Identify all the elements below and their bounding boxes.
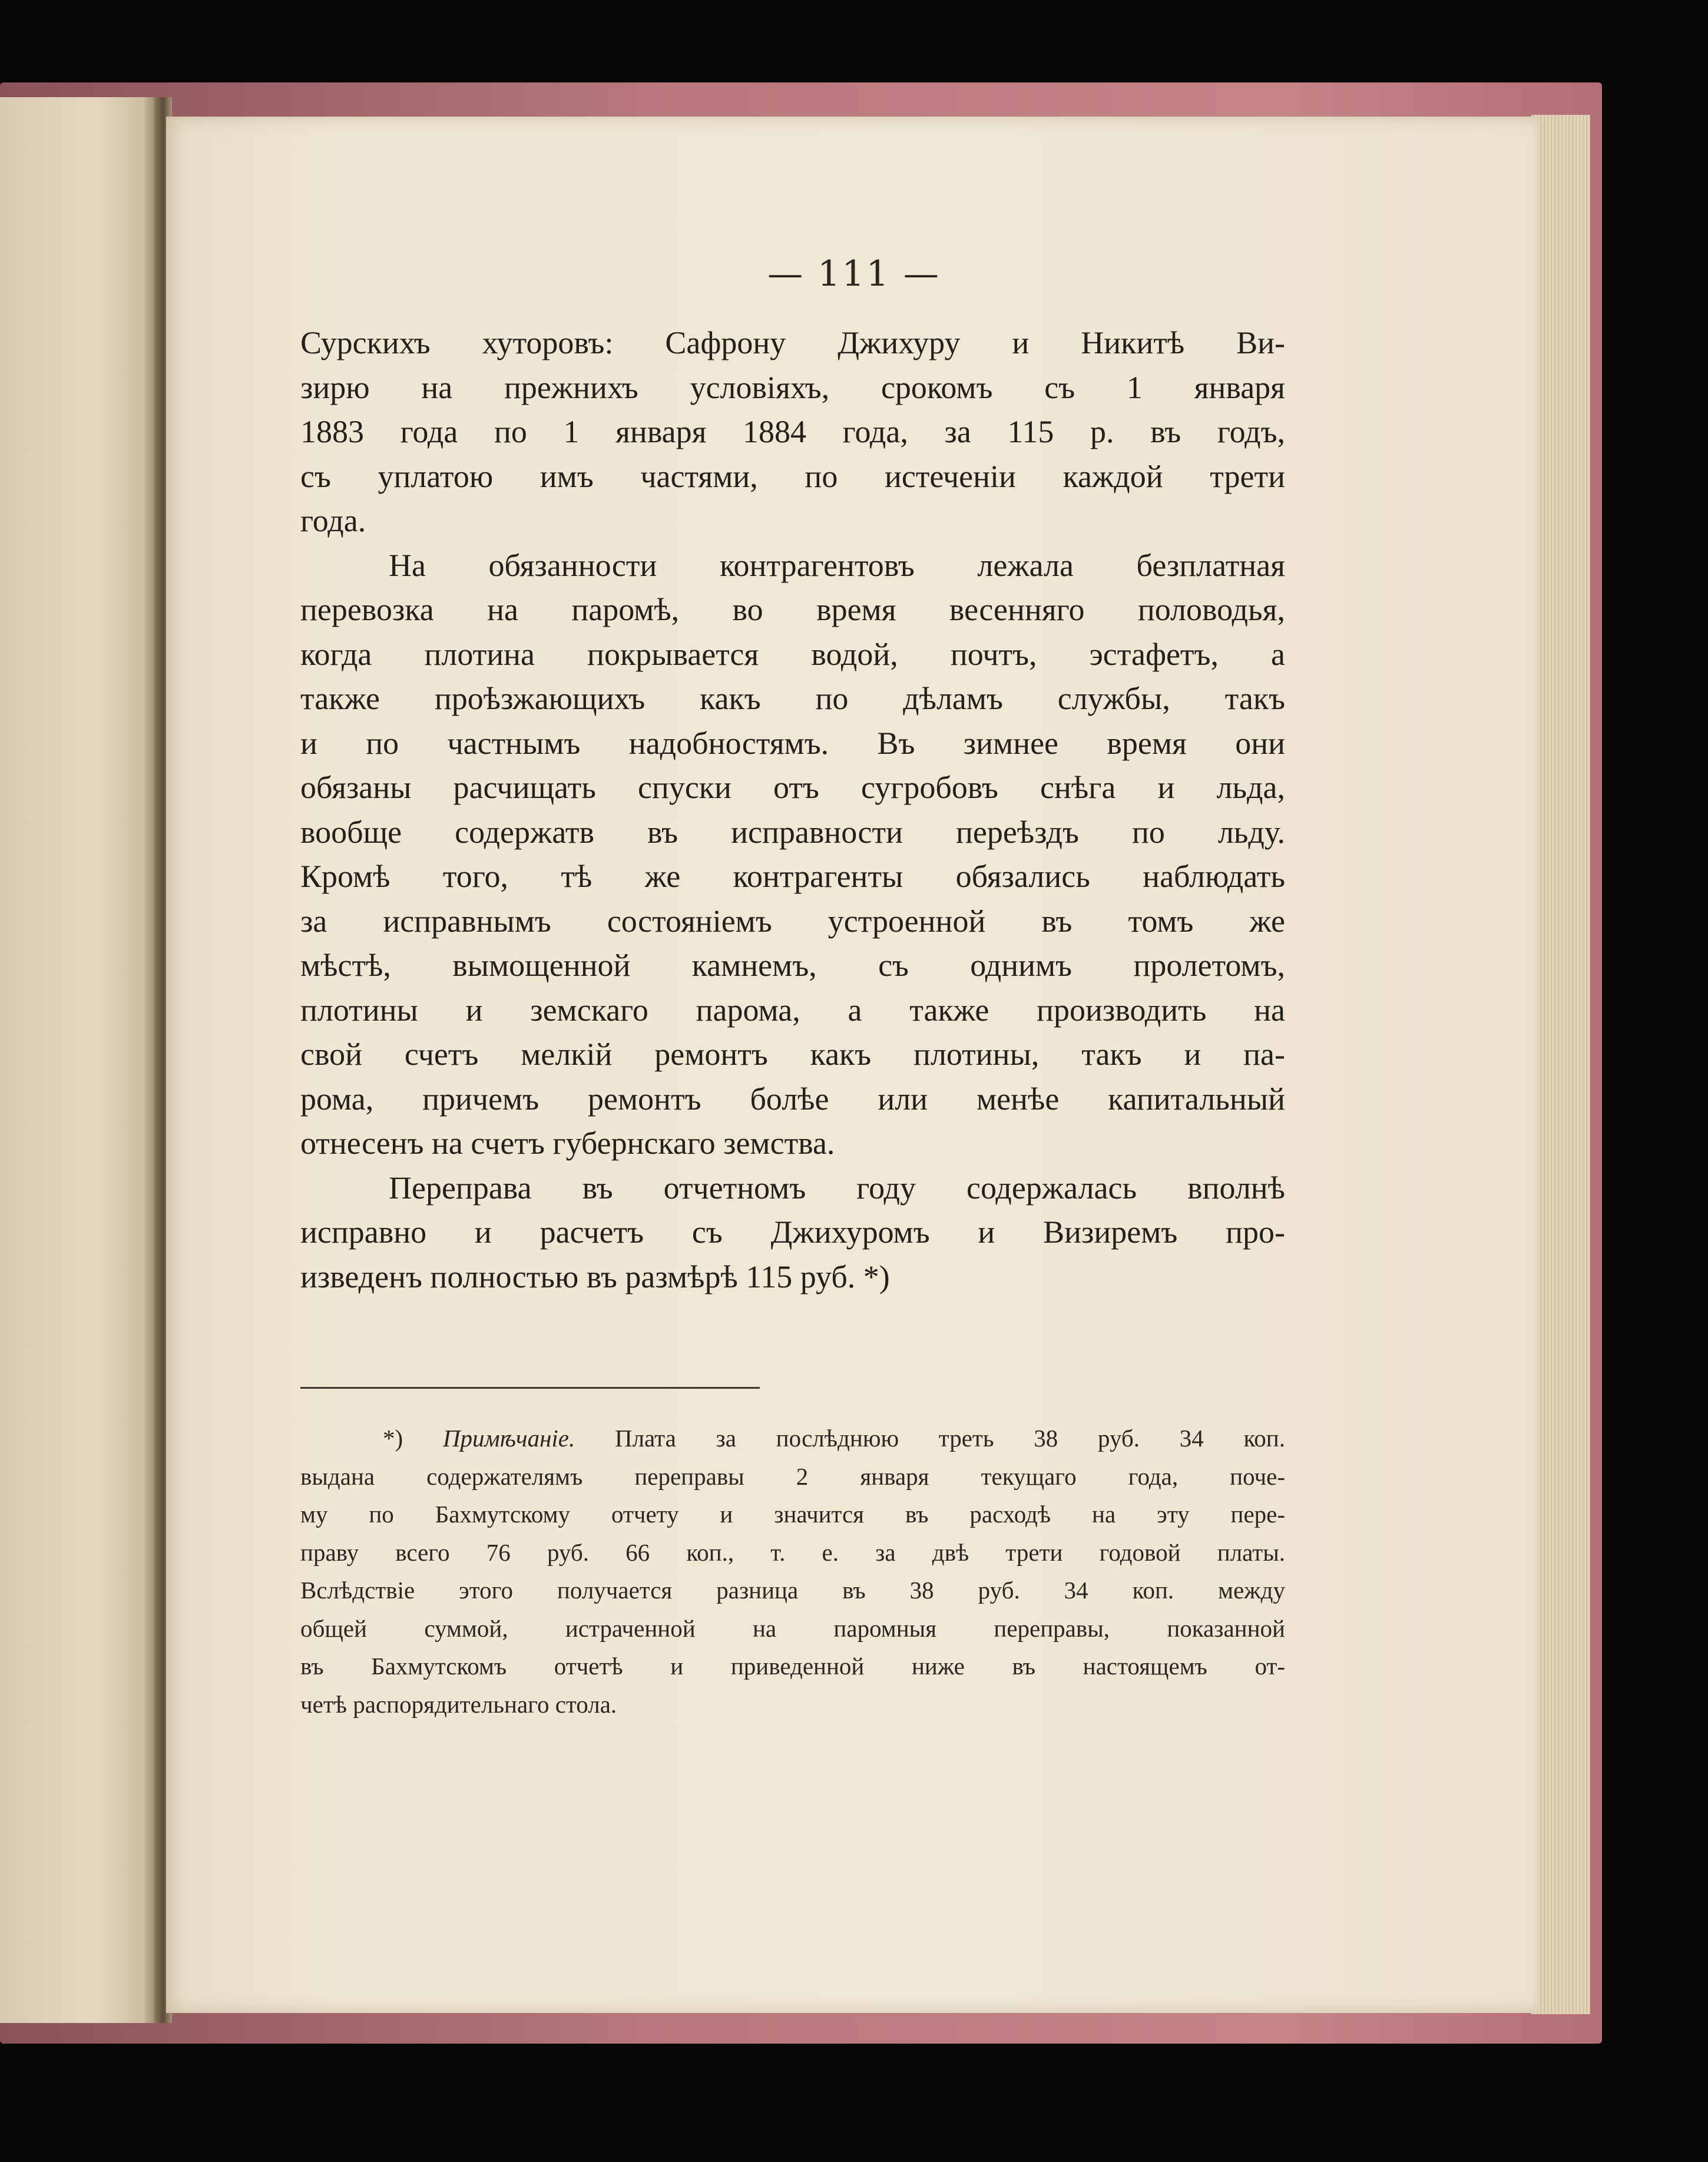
text-line: зирю на прежнихъ условіяхъ, срокомъ съ 1 января [300, 369, 1285, 405]
text-line: обязаны расчищать спуски отъ сугробовъ снѣга и льда, [300, 770, 1285, 805]
text-line: Кромѣ того, тѣ же контрагенты обязались наблюдать [300, 859, 1285, 894]
text-line: мѣстѣ, вымощенной камнемъ, съ однимъ пролетомъ, [300, 948, 1285, 983]
text-line: На обязанности контрагентовъ лежала безплатная [389, 547, 1285, 583]
text-line: плотины и земскаго парома, а также производить на [300, 992, 1285, 1028]
text-line: перевозка на паромѣ, во время весенняго половодья, [300, 592, 1285, 627]
text-line: 1883 года по 1 января 1884 года, за 115 р. въ годъ, [300, 414, 1285, 449]
text-line: рома, причемъ ремонтъ болѣе или менѣе капитальный [300, 1081, 1285, 1117]
text-line: съ уплатою имъ частями, по истеченіи каждой трети [300, 458, 1285, 494]
footnote-rule [300, 1387, 760, 1389]
footnote-line: му по Бахмутскому отчету и значится въ расходѣ на эту пере- [300, 1501, 1285, 1528]
footnote-label: Примѣчаніе. [442, 1425, 575, 1452]
page-number: — 111 — [767, 253, 941, 294]
text-line: Сурскихъ хуторовъ: Сафрону Джихуру и Никитѣ Ви- [300, 325, 1285, 360]
text-line: отнесенъ на счетъ губернскаго земства. [300, 1125, 835, 1161]
footnote-line: общей суммой, истраченной на паромныя переправы, показанной [300, 1614, 1285, 1642]
footnote-first-line: Плата за послѣднюю треть 38 руб. 34 коп. [575, 1425, 1286, 1452]
text-line: также проѣзжающихъ какъ по дѣламъ службы, такъ [300, 681, 1285, 716]
page-stack-edge [1531, 115, 1590, 2014]
text-line: Переправа въ отчетномъ году содержалась вполнѣ [389, 1170, 1285, 1206]
text-line: года. [300, 503, 366, 538]
text-line: исправно и расчетъ съ Джихуромъ и Визиремъ про- [300, 1214, 1285, 1250]
footnote-line: Вслѣдствіе этого получается разница въ 38 руб. 34 коп. между [300, 1577, 1285, 1604]
footnote-line: выдана содержателямъ переправы 2 января текущаго года, поче- [300, 1462, 1285, 1490]
text-line: когда плотина покрывается водой, почтъ, эстафетъ, а [300, 636, 1285, 672]
footnote [300, 1419, 1285, 1723]
text-line: изведенъ полностью въ размѣрѣ 115 руб. *) [300, 1259, 890, 1294]
footnote-line [300, 1419, 1285, 1458]
previous-page-edge [0, 97, 159, 2023]
footnote-line: праву всего 76 руб. 66 коп., т. е. за двѣ трети годовой платы. [300, 1538, 1285, 1566]
footnote-line: четѣ распорядительнаго стола. [300, 1690, 617, 1718]
text-line: вообще содержатв въ исправности переѣздъ по льду. [300, 814, 1285, 850]
body-text [300, 321, 1285, 1299]
text-line: и по частнымъ надобностямъ. Въ зимнее время они [300, 725, 1285, 761]
footnote-line: въ Бахмутскомъ отчетѣ и приведенной ниже въ настоящемъ от- [300, 1653, 1285, 1680]
text-line: свой счетъ мелкій ремонтъ какъ плотины, такъ и па- [300, 1037, 1285, 1072]
text-line: за исправнымъ состояніемъ устроенной въ томъ же [300, 903, 1285, 939]
footnote-marker: *) [383, 1425, 443, 1452]
